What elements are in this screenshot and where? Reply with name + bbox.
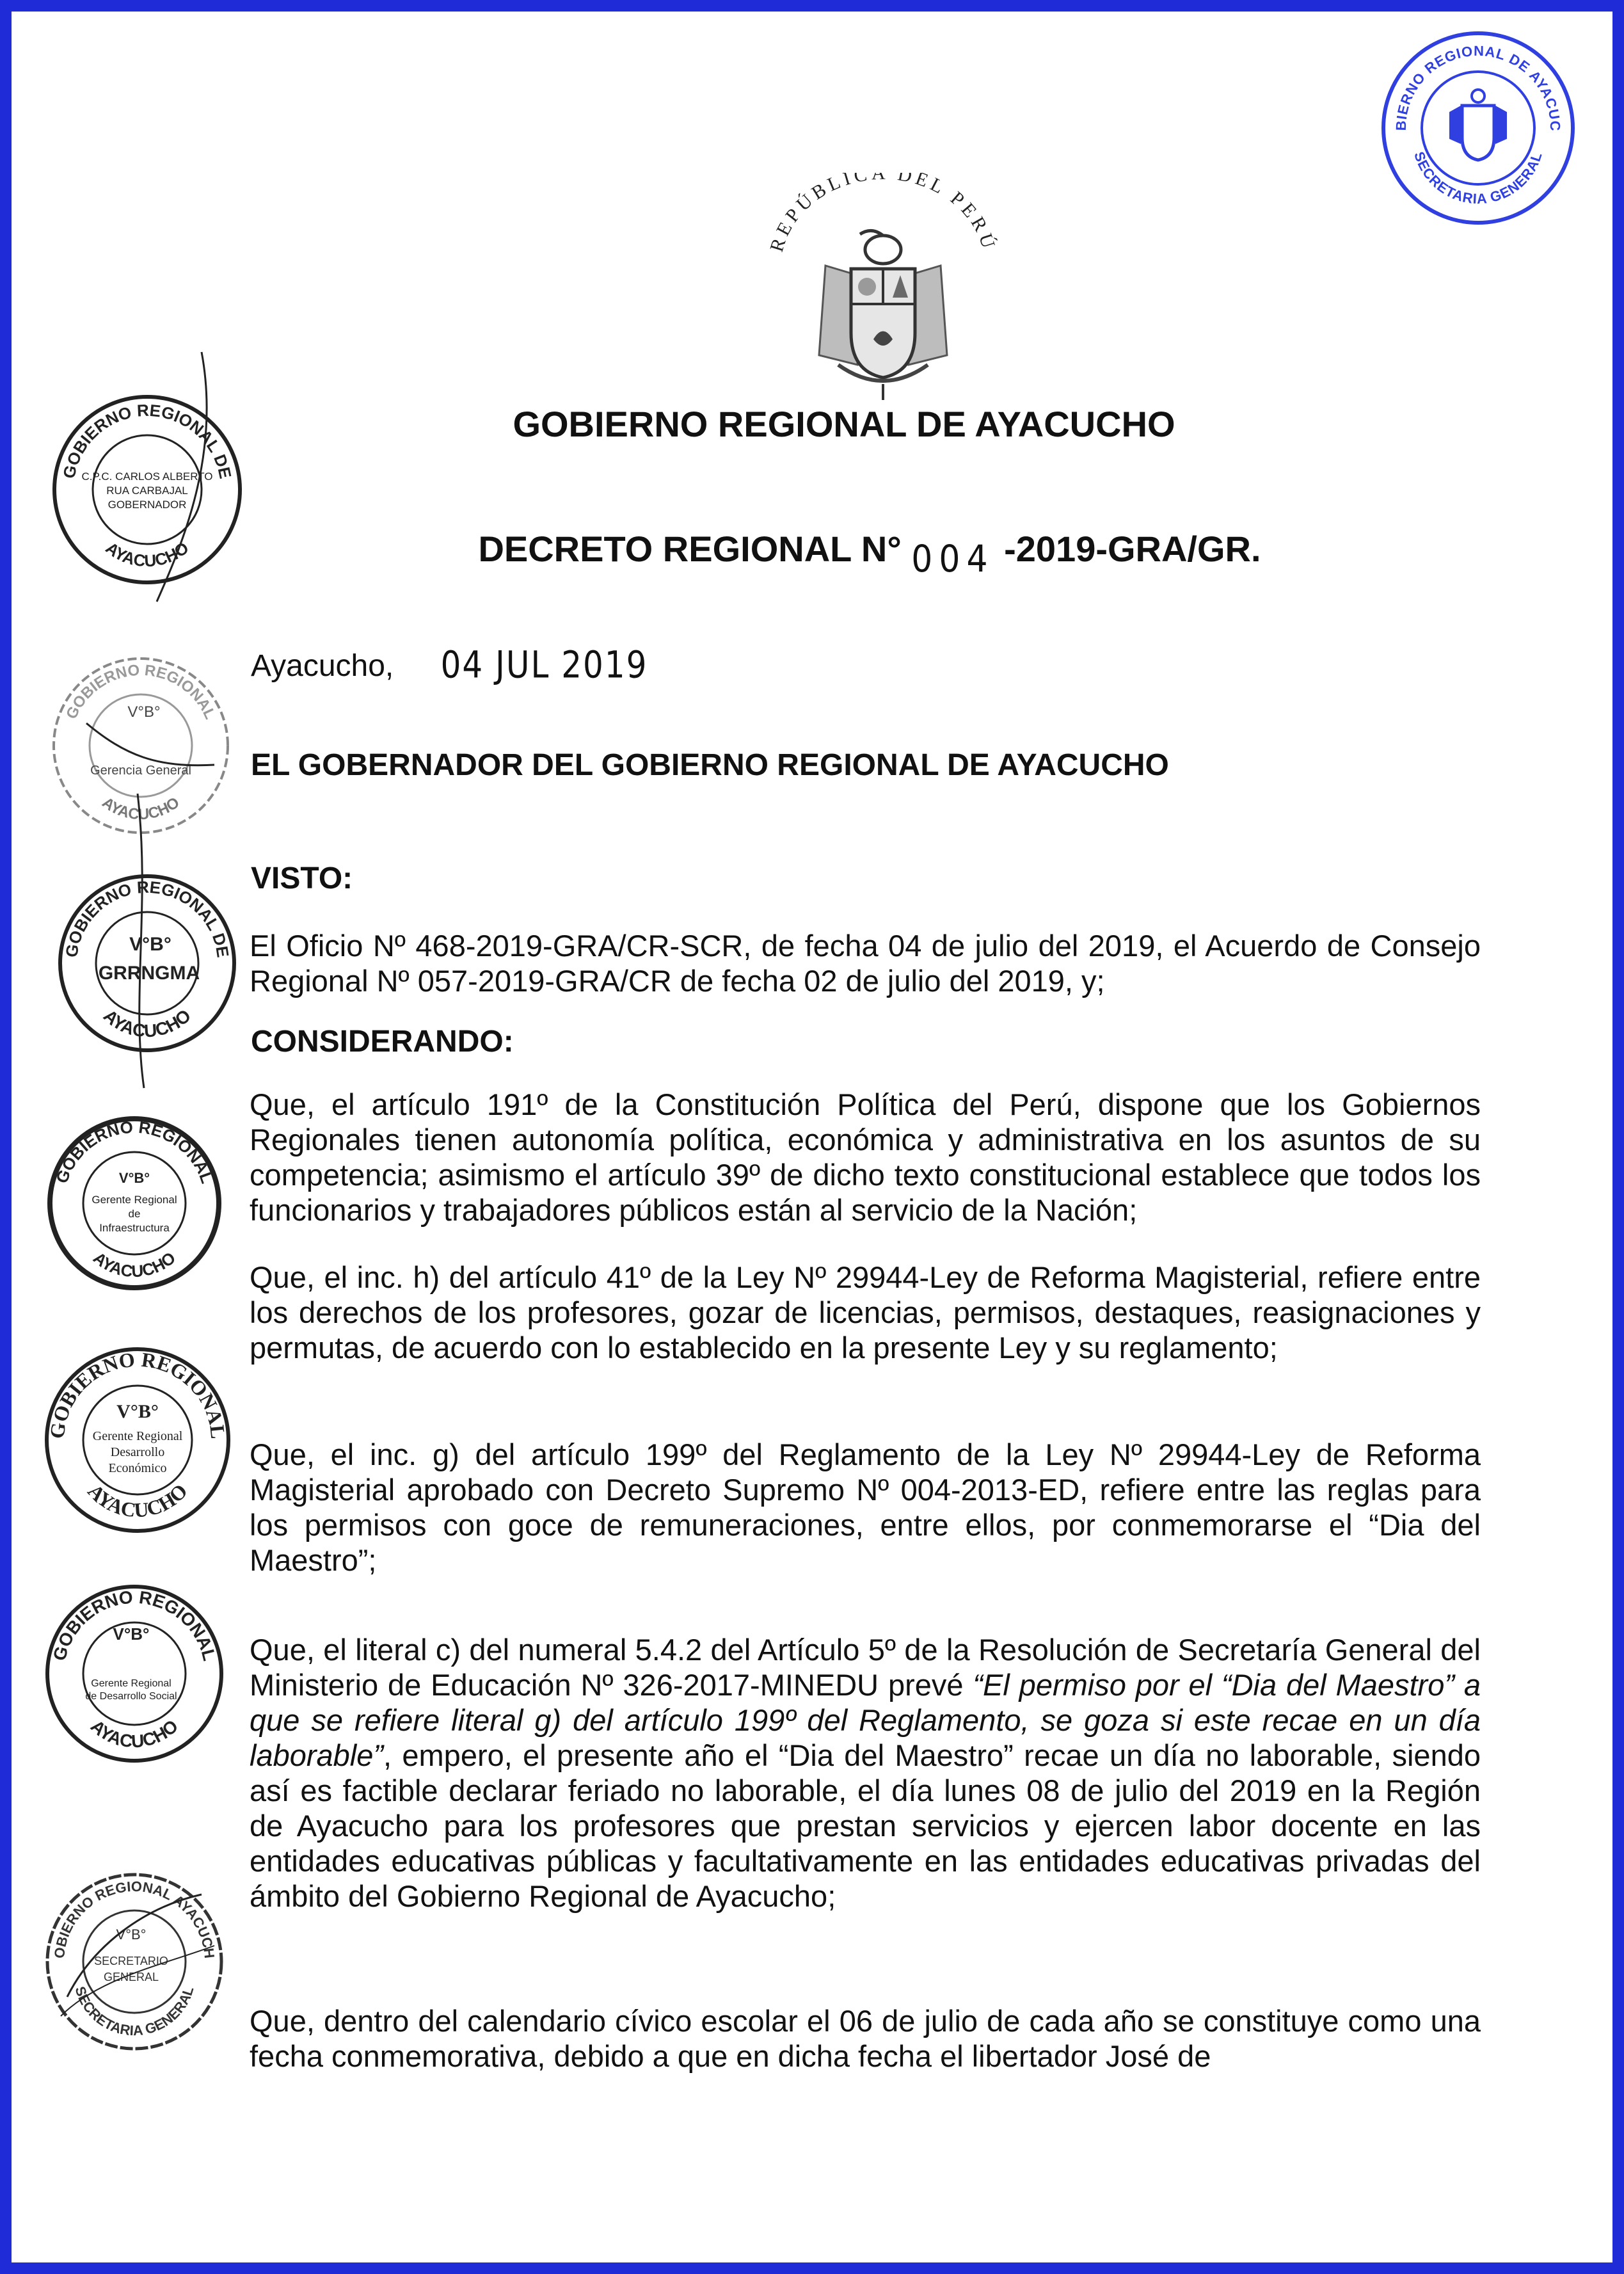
- decree-title: [58, 528, 1624, 581]
- decree-prefix: DECRETO REGIONAL N°: [478, 529, 902, 569]
- dateline: [251, 643, 648, 687]
- secretaria-general-seal: [1373, 16, 1577, 227]
- svg-text:AYACUCHO: [87, 1716, 182, 1752]
- seal-line: Gerente Regional: [92, 1194, 177, 1206]
- svg-text:AYACUCHO: [83, 1479, 191, 1521]
- svg-text:AYACUCHO: [90, 1248, 179, 1281]
- seal-line: Gerencia General: [90, 764, 191, 778]
- decree-number: 004: [911, 538, 994, 581]
- seal-ring-text: GOBIERNO REGIONAL: [49, 1587, 220, 1663]
- paragraph-4-intro: Que, el literal c) del numeral 5.4.2 del Artículo 5º de la Resolución de Secretaría General del Ministerio de Educación Nº 326-2017-MINEDU prevé: [250, 1633, 1481, 1702]
- seal-bottom-text: AYACUCHO: [90, 1247, 179, 1281]
- considerando-paragraph-3: Que, el inc. g) del artículo 199º del Reglamento de la Ley Nº 29944-Ley de Reforma Magisterial aprobado con Decreto Supremo Nº 004-2013-ED, refiere entre las reglas para los permisos con goce de remuneraciones, entre ellos, por conmemorarse el “Dia del Maestro”;: [250, 1437, 1481, 1577]
- gerencia-general-seal: [48, 653, 234, 838]
- seal-ring-text: GOBIERNO REGIONAL DE: [61, 877, 233, 959]
- seal-line: GOBERNADOR: [107, 499, 187, 511]
- seal-line: RUA CARBAJAL: [106, 484, 188, 497]
- paragraph-4-quote: “El permiso por el “Dia del Maestro” a que se refiere literal g) del artículo 199º del Reglamento, se goza si este recae en un día laborable”: [250, 1668, 1481, 1772]
- dateline-place: Ayacucho,: [251, 649, 394, 683]
- seal-line: SECRETARIO: [94, 1955, 168, 1967]
- seal-bottom-text: AYACUCHO: [99, 794, 183, 824]
- svg-text:GOBIERNO REGIONAL AYACUCHO: [36, 1856, 218, 1959]
- organization-title: GOBIERNO REGIONAL DE AYACUCHO: [513, 404, 1175, 444]
- seal-line: Gerente Regional: [91, 1678, 171, 1689]
- seal-bottom-text: AYACUCHO: [86, 1715, 182, 1752]
- grrngma-seal: [54, 870, 240, 1056]
- considerando-paragraph-5: Que, dentro del calendario cívico escolar el 06 de julio de cada año se constituye como una fecha conmemorativa, debido a que en dicha fecha el libertador José de: [250, 2004, 1481, 2073]
- svg-text:SECRETARIA GENERAL: [72, 1985, 196, 2039]
- considerando-heading: CONSIDERANDO:: [251, 1025, 514, 1059]
- seal-line: V°B°: [116, 1926, 147, 1942]
- seal-line: V°B°: [116, 1401, 159, 1422]
- seal-line: V°B°: [118, 1170, 150, 1186]
- seal-bottom-text: SECRETARIA GENERAL: [1411, 149, 1545, 207]
- authority-heading: EL GOBERNADOR DEL GOBIERNO REGIONAL DE AYACUCHO: [251, 748, 1169, 782]
- infraestructura-seal: [45, 1114, 224, 1293]
- seal-ring-text: GOBIERNO REGIONAL DE: [59, 400, 235, 481]
- seal-line: de: [128, 1208, 141, 1220]
- seal-line: V°B°: [129, 934, 171, 955]
- considerando-paragraph-1: Que, el artículo 191º de la Constitución Política del Perú, dispone que los Gobiernos Regionales tienen autonomía política, económica y administrativa en los asuntos de su competencia; asimismo el artículo 39º de dicho texto constitucional establece que todos los funcionarios y trabajadores públicos están al servicio de la Nación;: [250, 1087, 1481, 1227]
- seal-line: de Desarrollo Social: [85, 1691, 177, 1702]
- svg-text:REPÚBLICA DEL PERÚ: [766, 173, 1000, 254]
- desarrollo-economico-seal: [42, 1344, 234, 1536]
- seal-line: GENERAL: [103, 1971, 159, 1983]
- seal-line: V°B°: [127, 703, 161, 721]
- seal-bottom-text: AYACUCHO: [83, 1479, 192, 1522]
- seal-ring-text: GOBIERNO REGIONAL: [45, 1347, 230, 1440]
- seal-ring-text: GOBIERNO REGIONAL: [63, 661, 219, 722]
- seal-bottom-text: AYACUCHO: [99, 1005, 195, 1041]
- seal-ring-text: GOBIERNO REGIONAL AYACUCHO: [36, 1856, 218, 1960]
- svg-text:AYACUCHO: [100, 1005, 195, 1041]
- seal-ring-text: GOBIERNO REGIONAL: [52, 1117, 217, 1186]
- seal-line: Gerente Regional: [92, 1429, 183, 1443]
- considerando-paragraph-2: Que, el inc. h) del artículo 41º de la Ley Nº 29944-Ley de Reforma Magisterial, refiere entre los derechos de los profesores, gozar de licencias, permisos, destaques, reasignaciones y permutas, de acuerdo con lo establecido en la presente Ley y su reglamento;: [250, 1260, 1481, 1365]
- seal-ring-text: GOBIERNO REGIONAL DE AYACUCHO: [1373, 16, 1564, 132]
- svg-text:GOBIERNO REGIONAL: [45, 1348, 230, 1440]
- visto-heading: VISTO:: [251, 861, 353, 895]
- dateline-date: 04 JUL 2019: [440, 643, 648, 687]
- desarrollo-social-seal: [42, 1581, 227, 1766]
- seal-line: C.P.C. CARLOS ALBERTO: [81, 470, 213, 483]
- paragraph-4-rest: , empero, el presente año el “Dia del Maestro” recae un día no laborable, siendo así es factible declarar feriado no laborable, el día lunes 08 de julio del 2019 en la Región de Ayacucho para los profesores que prestan servicios y ejercen labor docente en las entidades educativas públicas y facultativamente en las entidades educativas privadas del ámbito del Gobierno Regional de Ayacucho;: [250, 1738, 1481, 1913]
- seal-line: V°B°: [113, 1624, 150, 1644]
- coat-of-arms-emblem: [755, 173, 1011, 403]
- visto-paragraph: El Oficio Nº 468-2019-GRA/CR-SCR, de fecha 04 de julio del 2019, el Acuerdo de Consejo Regional Nº 057-2019-GRA/CR de fecha 02 de julio del 2019, y;: [250, 929, 1481, 998]
- emblem-arc-text: REPÚBLICA DEL PERÚ: [766, 173, 1000, 255]
- seal-bottom-text: AYACUCHO: [102, 538, 193, 571]
- secretario-general-seal: [36, 1856, 227, 2054]
- seal-line: GRRNGMA: [98, 963, 200, 984]
- considerando-paragraph-4: [250, 1632, 1481, 1914]
- seal-bottom-text: SECRETARIA GENERAL: [72, 1984, 197, 2039]
- decree-suffix: -2019-GRA/GR.: [1004, 529, 1261, 569]
- seal-line: Infraestructura: [99, 1222, 170, 1234]
- seal-line: Desarrollo: [110, 1445, 165, 1459]
- seal-line: Económico: [108, 1461, 167, 1475]
